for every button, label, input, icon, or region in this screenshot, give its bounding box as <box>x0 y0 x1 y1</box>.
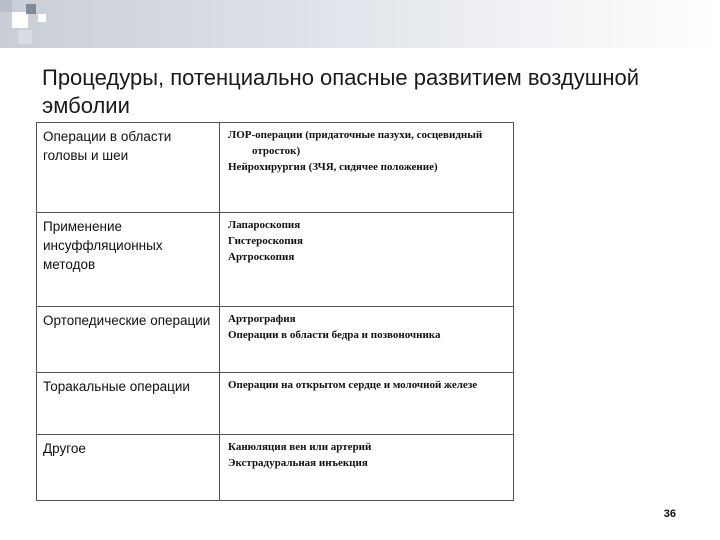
category-label: Применение инсуффляционных методов <box>43 219 163 272</box>
table-row <box>37 307 514 373</box>
decor-square <box>18 30 32 44</box>
header-band <box>0 0 720 48</box>
page-number: 36 <box>663 508 676 520</box>
items-cell <box>220 373 514 435</box>
procedure-item: Операции в области бедра и позвоночника <box>228 329 441 341</box>
items-cell <box>220 213 514 307</box>
slide-title: Процедуры, потенциально опасные развитием воздушной эмболии <box>42 65 640 118</box>
procedure-item: Нейрохирургия (ЗЧЯ, сидячее положение) <box>228 161 438 173</box>
category-cell <box>37 213 220 307</box>
category-cell <box>37 373 220 435</box>
items-cell <box>220 123 514 213</box>
procedure-item: Гистероскопия <box>228 235 303 247</box>
category-label: Операции в области головы и шеи <box>43 129 172 163</box>
table-row <box>37 123 514 213</box>
procedure-item: Канюляция вен или артерий <box>228 441 372 453</box>
procedure-item: Артроскопия <box>228 251 295 263</box>
table-row <box>37 213 514 307</box>
table-row <box>37 435 514 501</box>
procedure-item: Лапароскопия <box>228 219 301 231</box>
procedures-table <box>36 122 514 501</box>
items-cell <box>220 307 514 373</box>
procedure-item: Экстрадуральная инъекция <box>228 457 368 469</box>
category-cell <box>37 307 220 373</box>
items-cell <box>220 435 514 501</box>
category-cell <box>37 123 220 213</box>
procedure-item: Операции на открытом сердце и молочной железе <box>228 379 478 391</box>
category-label: Торакальные операции <box>43 379 190 394</box>
decor-square <box>38 14 46 22</box>
decor-square <box>0 0 12 12</box>
decor-square <box>26 4 36 14</box>
decor-square <box>12 12 28 28</box>
category-label: Другое <box>43 441 86 456</box>
category-cell <box>37 435 220 501</box>
table-row <box>37 373 514 435</box>
procedure-item: Артрография <box>228 313 296 325</box>
procedure-item: ЛОР-операции (придаточные пазухи, сосцевидный отросток) <box>228 129 483 157</box>
category-label: Ортопедические операции <box>43 313 211 328</box>
